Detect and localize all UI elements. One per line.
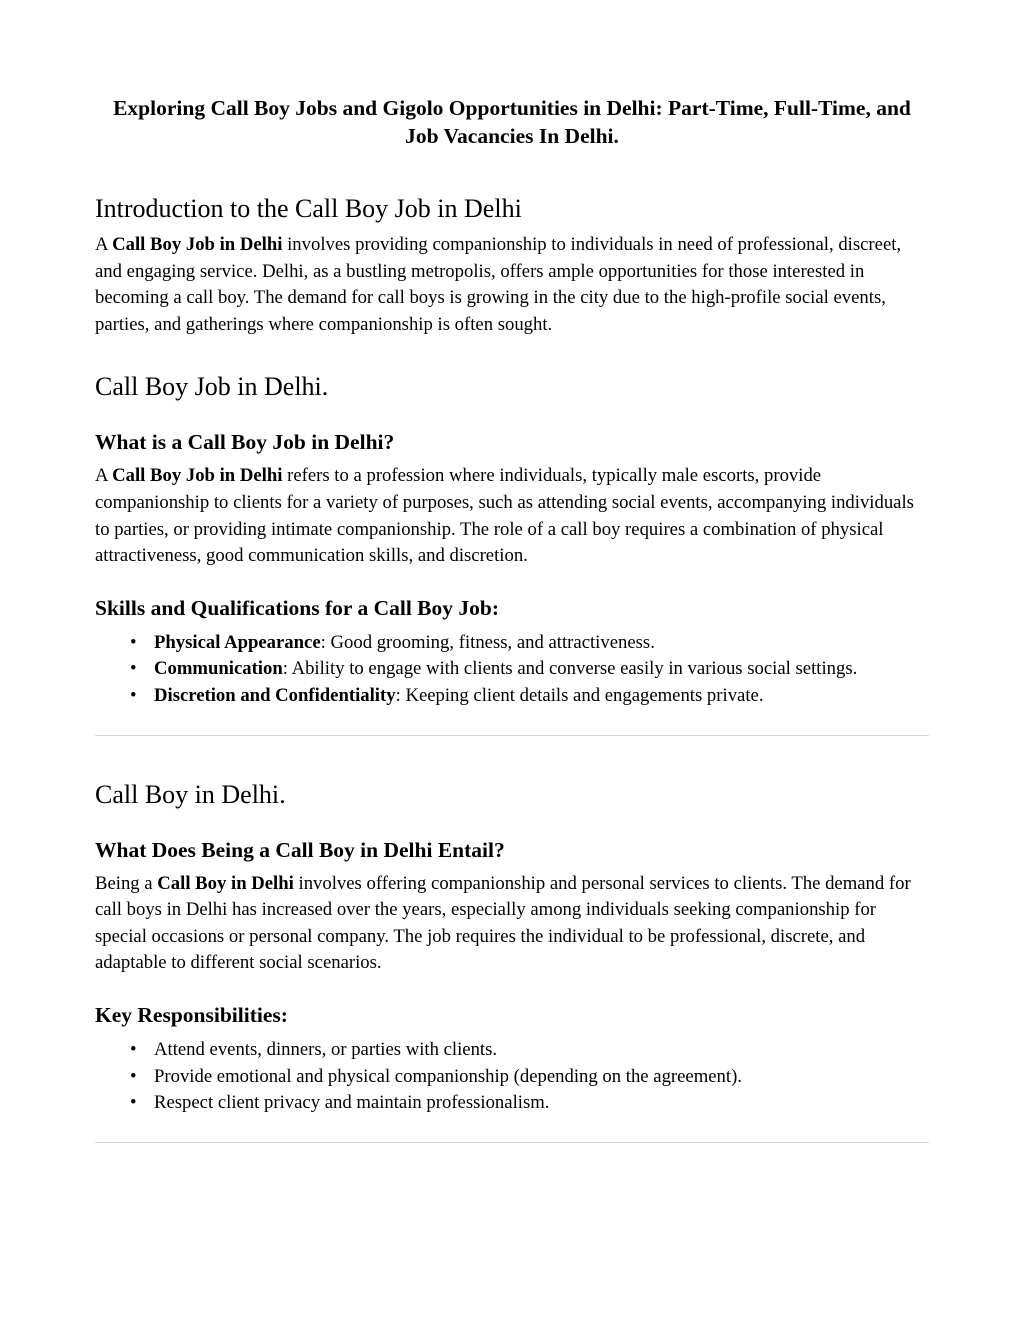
job-subheading: What is a Call Boy Job in Delhi? bbox=[95, 430, 395, 455]
list-item-text: : Good grooming, fitness, and attractiveness. bbox=[320, 631, 655, 653]
list-item bbox=[154, 630, 929, 657]
list-item: • Provide emotional and physical companionship (depending on the agreement). bbox=[154, 1064, 929, 1091]
intro-paragraph-prefix: A bbox=[95, 234, 113, 255]
list-item-bold: Communication bbox=[154, 658, 283, 680]
responsibilities-heading: Key Responsibilities: bbox=[95, 1002, 288, 1027]
job-paragraph-text: refers to a profession where individuals, typically male escorts, provide companionship to clients for a variety of purposes, such as attending social events, accompanying individuals to parties, or providing intimate companionship. The role of a call boy requires a combination of physical attractiveness, good communication skills, and discretion. bbox=[95, 465, 914, 567]
intro-paragraph-text: involves providing companionship to individuals in need of professional, discreet, and engaging service. Delhi, as a bustling metropolis, offers ample opportunities for those interested in becoming a call boy. The demand for call boys is growing in the city due to the high-profile social events, parties, and gatherings where companionship is often sought. bbox=[95, 234, 902, 335]
list-item-bold: Discretion and Confidentiality bbox=[154, 684, 396, 706]
intro-paragraph-bold: Call Boy Job in Delhi bbox=[112, 234, 283, 255]
list-item-bold: Physical Appearance bbox=[154, 631, 321, 653]
job-paragraph-bold: Call Boy Job in Delhi bbox=[112, 465, 283, 487]
callboy-paragraph-text: involves offering companionship and personal services to clients. The demand for call boys in Delhi has increased over the years, especially among individuals seeking companionship for special occasions or personal company. The job requires the individual to be professional, discrete, and adaptable to different social scenarios. bbox=[95, 872, 911, 974]
job-heading: Call Boy Job in Delhi. bbox=[95, 372, 329, 402]
list-item bbox=[154, 683, 929, 710]
intro-heading: Introduction to the Call Boy Job in Delhi bbox=[95, 194, 522, 223]
list-item: • Attend events, dinners, or parties with clients. bbox=[154, 1037, 929, 1064]
responsibilities-list bbox=[95, 1037, 929, 1117]
document-title: Exploring Call Boy Jobs and Gigolo Opportunities in Delhi: Part-Time, Full-Time, and Job Vacancies In Delhi. bbox=[113, 96, 911, 148]
callboy-subheading: What Does Being a Call Boy in Delhi Entail? bbox=[95, 837, 505, 862]
callboy-paragraph-bold: Call Boy in Delhi bbox=[157, 872, 294, 894]
intro-paragraph bbox=[95, 232, 929, 338]
list-item-text: : Keeping client details and engagements private. bbox=[395, 684, 764, 706]
job-paragraph bbox=[95, 463, 929, 569]
callboy-paragraph-prefix: Being a bbox=[95, 872, 158, 894]
list-item bbox=[154, 656, 929, 683]
list-item-text: : Ability to engage with clients and converse easily in various social settings. bbox=[282, 658, 858, 680]
document-page bbox=[95, 0, 929, 1143]
list-item: • Respect client privacy and maintain professionalism. bbox=[154, 1090, 929, 1117]
callboy-paragraph bbox=[95, 871, 929, 977]
callboy-heading: Call Boy in Delhi. bbox=[95, 779, 286, 809]
section-divider bbox=[95, 1142, 929, 1143]
skills-heading: Skills and Qualifications for a Call Boy Job: bbox=[95, 595, 499, 620]
section-divider bbox=[95, 735, 929, 736]
skills-list bbox=[95, 630, 929, 710]
job-paragraph-prefix: A bbox=[95, 465, 113, 487]
